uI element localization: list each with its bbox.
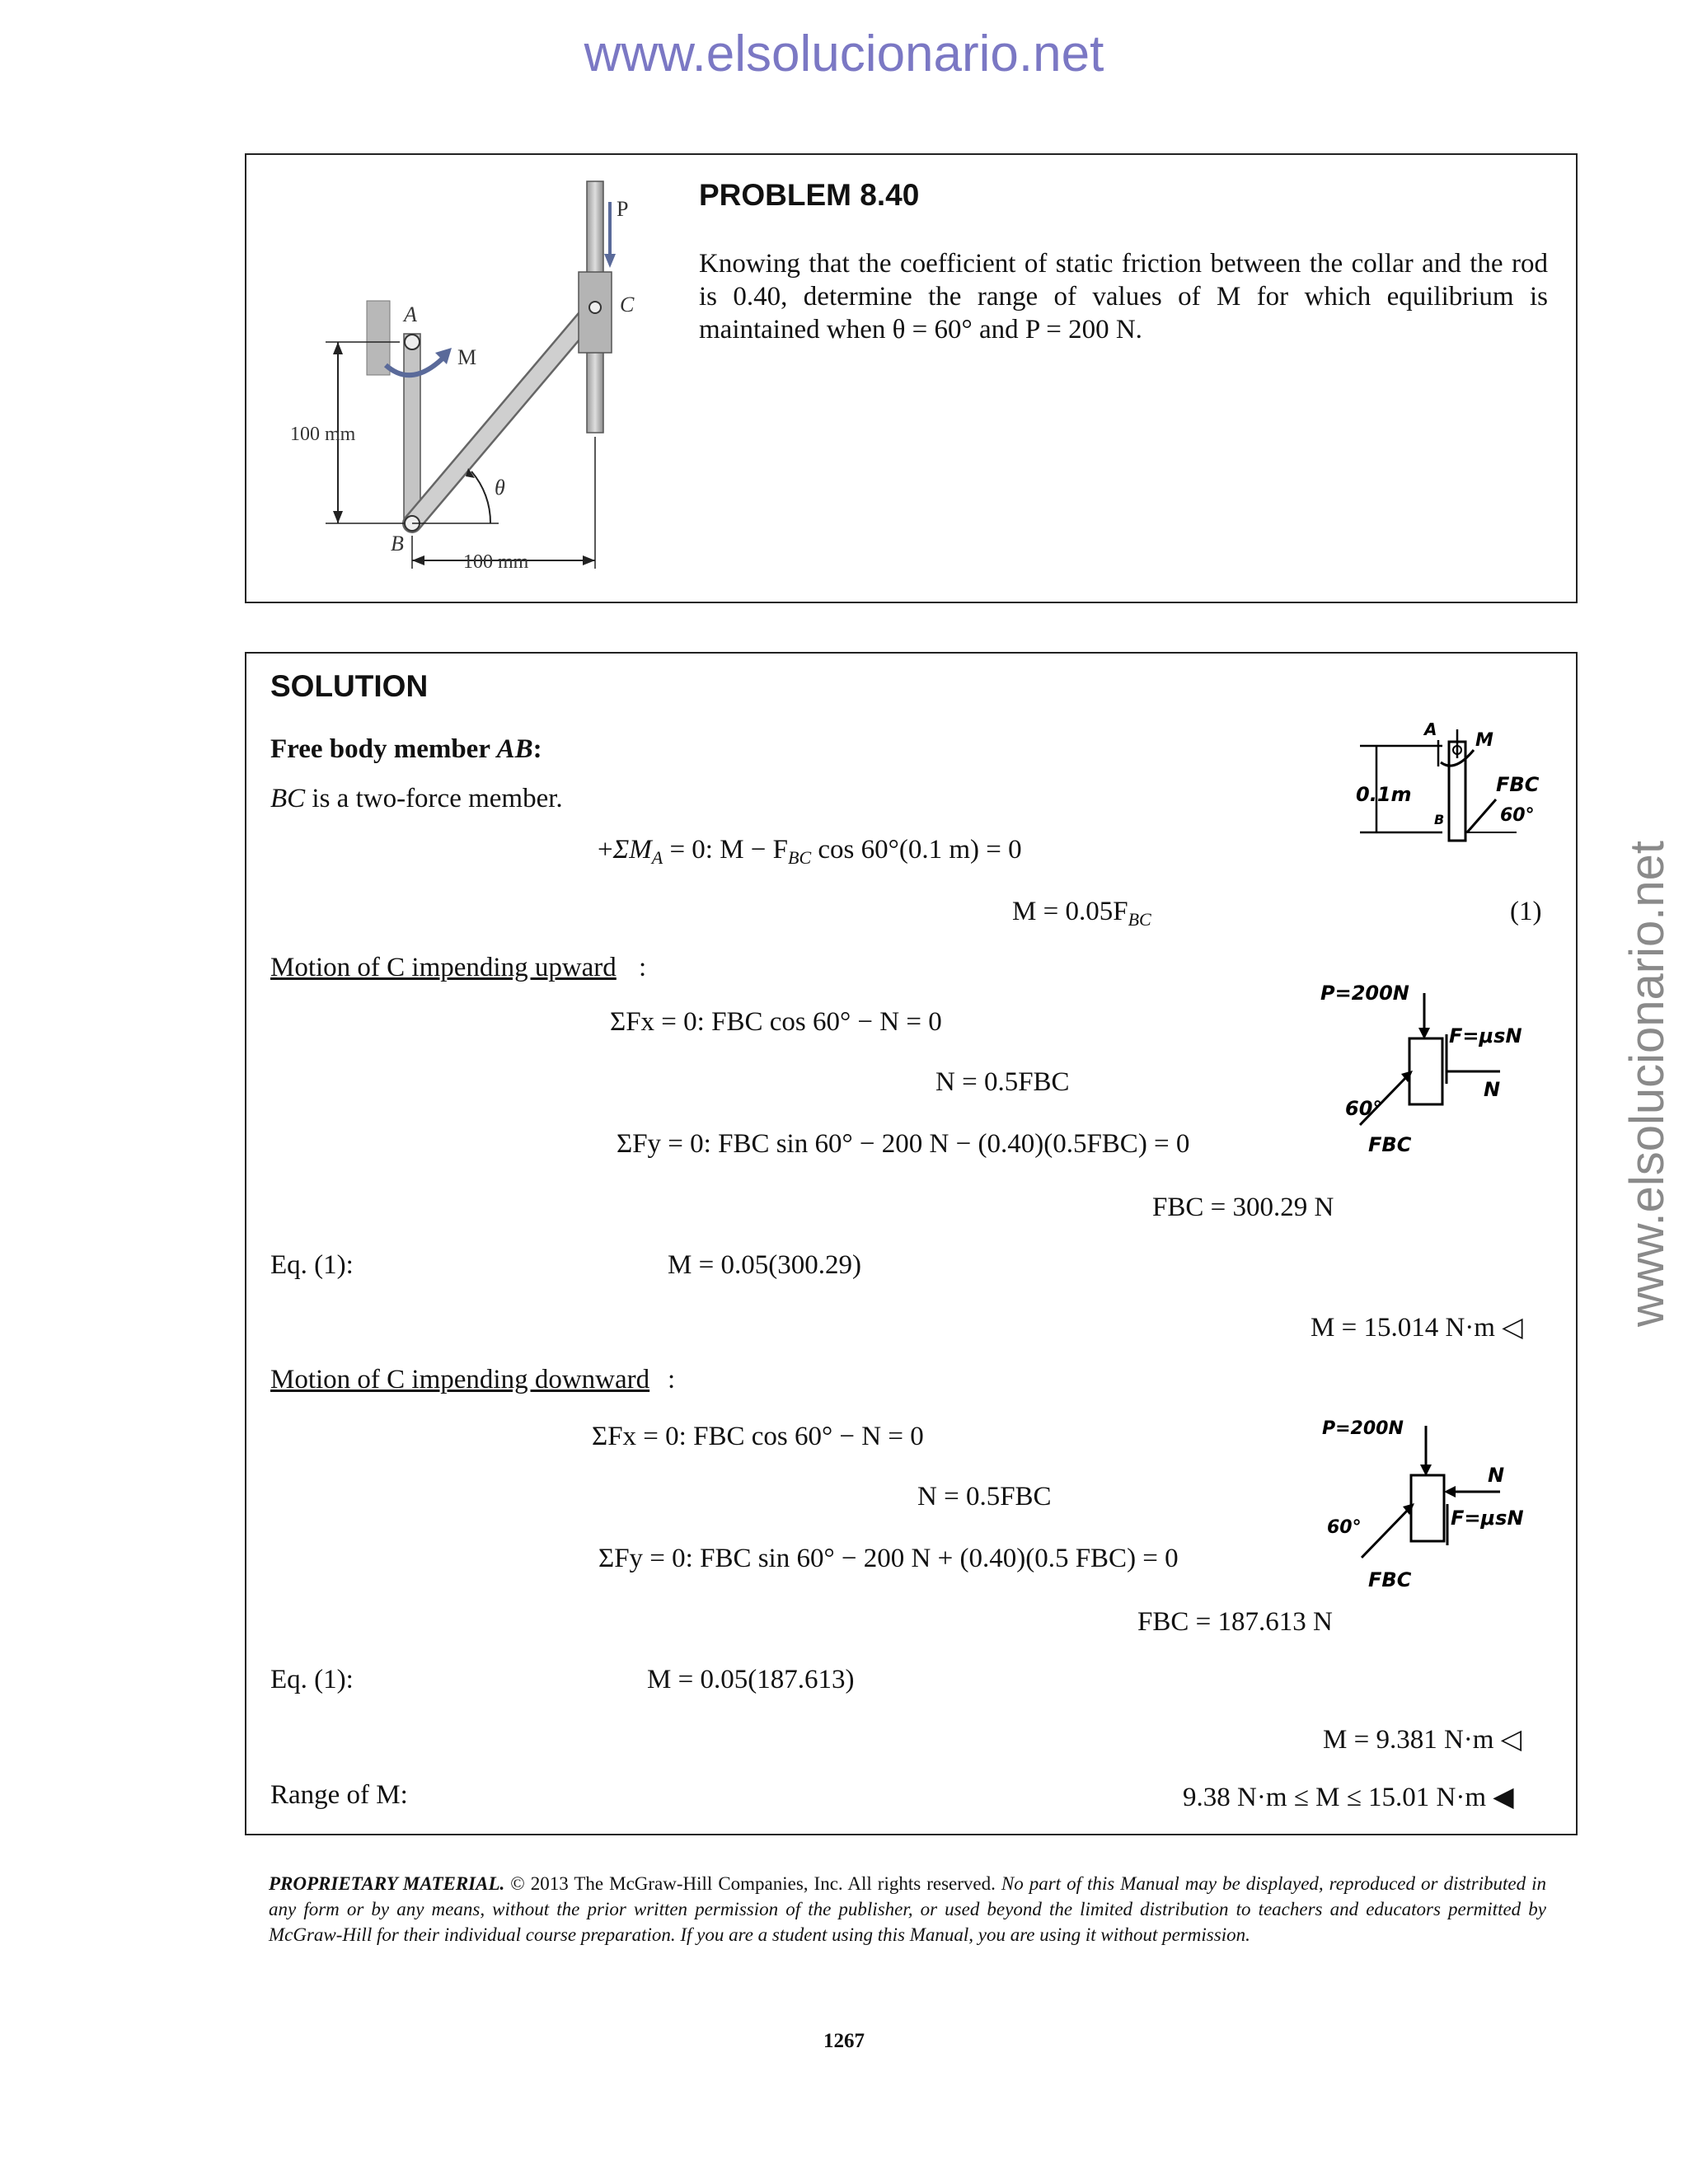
label-theta: θ xyxy=(495,476,505,499)
svg-text:B: B xyxy=(1434,812,1445,827)
equation-1: $M = 0.05F_{BC}$ xyxy=(1012,897,1151,930)
watermark-side: www.elsolucionario.net xyxy=(1620,841,1674,1327)
sketch-collar-upward xyxy=(1311,977,1558,1166)
label-dim-vertical: 100 mm xyxy=(290,424,356,445)
label-m: M xyxy=(457,345,477,369)
force-p-arrow xyxy=(604,254,616,268)
svg-text:0.1m: 0.1m xyxy=(1356,783,1412,806)
svg-text:P=200N: P=200N xyxy=(1320,982,1409,1005)
downward-fx-equation: ΣFx = 0: FBC cos 60° − N = 0 xyxy=(592,1422,924,1451)
sketch-free-body-ab xyxy=(1352,717,1558,857)
downward-fy-equation: ΣFy = 0: FBC sin 60° − 200 N + (0.40)(0.5 FBC) = 0 xyxy=(598,1544,1179,1573)
downward-fbc-result: FBC = 187.613 N xyxy=(1137,1607,1333,1637)
svg-text:M: M xyxy=(1475,730,1493,751)
svg-text:FBC: FBC xyxy=(1496,773,1540,796)
equation-1-number: (1) xyxy=(1510,897,1542,926)
problem-statement: Knowing that the coefficient of static friction between the collar and the rod is 0.40, determine the range of values of M for which equilibrium is maintained when θ = 60° and P = 200 N. xyxy=(699,249,1548,344)
range-label: Range of M: xyxy=(270,1780,408,1810)
upward-fx-equation: ΣFx = 0: FBC cos 60° − N = 0 xyxy=(610,1007,942,1037)
solution-heading: SOLUTION xyxy=(270,669,429,703)
label-b: B xyxy=(391,532,404,555)
upward-fy-equation: ΣFy = 0: FBC sin 60° − 200 N − (0.40)(0.5FBC) = 0 xyxy=(617,1129,1190,1159)
svg-text:60°: 60° xyxy=(1327,1517,1362,1538)
label-dim-horizontal: 100 mm xyxy=(463,551,529,573)
label-c: C xyxy=(620,293,635,316)
svg-text:P=200N: P=200N xyxy=(1322,1418,1404,1439)
svg-text:60°: 60° xyxy=(1345,1097,1383,1120)
range-value: 9.38 N·m ≤ M ≤ 15.01 N·m ◀ xyxy=(1183,1783,1514,1812)
page-number: 1267 xyxy=(823,2030,865,2052)
svg-text:60°: 60° xyxy=(1500,805,1535,826)
label-p: P xyxy=(617,197,629,221)
label-a: A xyxy=(404,302,417,326)
upward-heading: Motion of C impending upward xyxy=(270,953,617,982)
downward-heading: Motion of C impending downward xyxy=(270,1365,650,1394)
upward-eq-label: Eq. (1): xyxy=(270,1250,354,1280)
upward-n-equation: N = 0.5FBC xyxy=(935,1067,1070,1097)
watermark-top: www.elsolucionario.net xyxy=(584,26,1104,82)
problem-title: PROBLEM 8.40 xyxy=(699,178,920,212)
svg-text:N: N xyxy=(1484,1078,1501,1101)
pin-a xyxy=(405,335,420,349)
upward-fbc-result: FBC = 300.29 N xyxy=(1152,1193,1334,1222)
downward-n-equation: N = 0.5FBC xyxy=(917,1482,1052,1511)
moment-equation: $+\Sigma M_A = 0$: $M - F_{BC}$ cos 60°(0.1 m) = 0 xyxy=(598,835,1022,868)
downward-eq-label: Eq. (1): xyxy=(270,1665,354,1694)
svg-text:FBC: FBC xyxy=(1368,1568,1412,1591)
svg-text:A: A xyxy=(1424,719,1437,739)
svg-text:N: N xyxy=(1488,1464,1505,1487)
free-body-heading: Free body member AB: xyxy=(270,734,542,764)
downward-m-calc: M = 0.05(187.613) xyxy=(647,1665,855,1694)
upward-m-result: M = 15.014 N·m ◁ xyxy=(1311,1313,1523,1343)
svg-text:F=μsN: F=μsN xyxy=(1451,1507,1524,1530)
copyright-footer: PROPRIETARY MATERIAL. © 2013 The McGraw-Hill Companies, Inc. All rights reserved. No part of this Manual may be displayed, reproduced or distributed in any form or by any means, without the prior written permission of the publisher, or used beyond the limited distribution to teachers and educators permitted by McGraw-Hill for their individual course preparation. If you are a student using this Manual, you are using it without permission. xyxy=(269,1873,1547,1945)
svg-text:F=μsN: F=μsN xyxy=(1449,1024,1522,1047)
downward-m-result: M = 9.381 N·m ◁ xyxy=(1323,1725,1522,1755)
upward-m-calc: M = 0.05(300.29) xyxy=(668,1250,861,1280)
link-ab xyxy=(404,334,420,523)
svg-text:FBC: FBC xyxy=(1368,1133,1412,1156)
sketch-collar-downward xyxy=(1311,1409,1558,1599)
two-force-statement: BC is a two-force member. xyxy=(270,784,563,813)
problem-figure xyxy=(288,173,668,593)
wall-support xyxy=(367,301,390,375)
